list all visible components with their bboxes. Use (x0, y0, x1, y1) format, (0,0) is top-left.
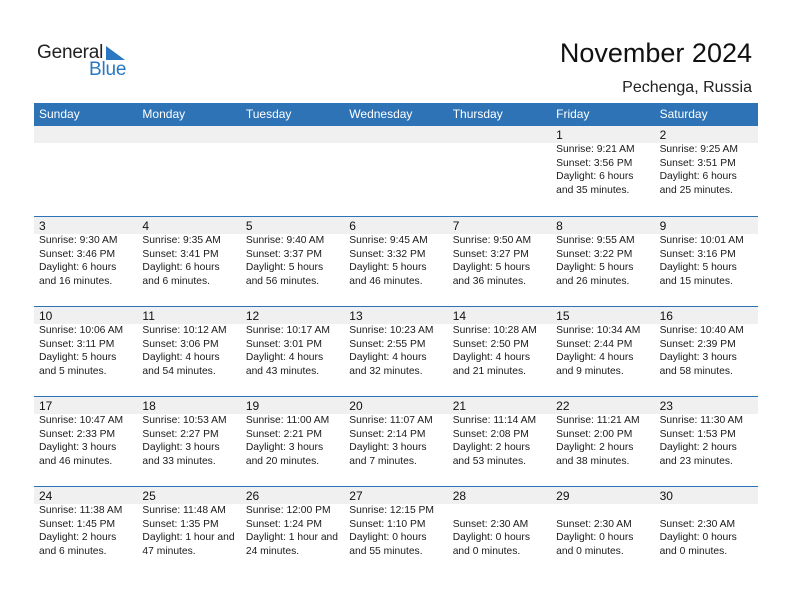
logo-text-general: General (37, 42, 104, 63)
sunset-text: Sunset: 2:33 PM (39, 428, 116, 440)
daylight-text (142, 170, 240, 184)
daylight-text: Daylight: 6 hours (39, 262, 117, 273)
day-cell (137, 324, 240, 378)
weekday-saturday: Saturday (659, 107, 708, 121)
week-row (34, 306, 758, 396)
daylight-minutes-text: and 6 minutes. (142, 275, 210, 287)
sunrise-text: Sunrise: 10:01 AM (659, 235, 744, 246)
day-cell (241, 143, 344, 197)
daylight-minutes-text: and 21 minutes. (452, 365, 526, 377)
day-cell (34, 143, 137, 197)
daylight-minutes-text: and 0 minutes. (452, 545, 521, 557)
sunset-text: Sunset: 3:01 PM (245, 338, 322, 350)
calendar-grid (34, 103, 758, 576)
day-cell (551, 143, 654, 197)
daylight-minutes-text: and 25 minutes. (659, 184, 733, 196)
sunrise-text: Sunrise: 11:14 AM (452, 415, 537, 426)
day-number: 19 (245, 399, 260, 413)
daylight-text: Daylight: 6 hours (142, 262, 220, 273)
day-cell (34, 234, 137, 288)
weekday-tuesday: Tuesday (245, 107, 292, 121)
day-cell (655, 143, 758, 197)
day-number: 24 (39, 489, 53, 503)
sunset-text: Sunset: 1:53 PM (659, 428, 736, 440)
sunset-text: Sunset: 2:30 AM (659, 518, 736, 530)
day-cell (137, 143, 240, 197)
day-number (34, 126, 137, 144)
day-cell (34, 504, 137, 558)
sunrise-text: Sunrise: 9:50 AM (452, 235, 532, 246)
day-number: 21 (452, 399, 467, 413)
daylight-text (39, 170, 137, 184)
day-number: 16 (659, 309, 673, 323)
logo (37, 42, 137, 82)
week-row (34, 216, 758, 306)
daylight-text: Daylight: 4 hours (556, 352, 634, 363)
day-cell (551, 504, 654, 558)
day-cell (137, 234, 240, 288)
day-cell (344, 504, 447, 558)
sunset-text: Sunset: 3:06 PM (142, 338, 219, 350)
day-cell (34, 414, 137, 468)
sunset-text (142, 157, 240, 171)
sunset-text: Sunset: 1:45 PM (39, 518, 116, 530)
daylight-text: Daylight: 2 hours (452, 442, 530, 453)
day-number: 30 (659, 489, 673, 503)
sunset-text: Sunset: 3:32 PM (349, 248, 426, 260)
sunset-text: Sunset: 2:00 PM (556, 428, 633, 440)
sunset-text: Sunset: 1:35 PM (142, 518, 219, 530)
sunrise-text: Sunrise: 11:48 AM (142, 505, 226, 516)
day-cell (448, 143, 551, 197)
day-cell (448, 234, 551, 288)
daylight-minutes-text (453, 184, 551, 198)
sunrise-text (453, 504, 551, 518)
sunrise-text: Sunrise: 11:38 AM (39, 505, 123, 516)
sunset-text: Sunset: 2:30 AM (556, 518, 632, 530)
day-number: 4 (142, 219, 150, 233)
daylight-text: Daylight: 0 hours (556, 532, 634, 543)
day-cell (137, 504, 240, 558)
day-number: 8 (556, 219, 563, 233)
sunrise-text: Sunrise: 10:40 AM (659, 325, 744, 336)
daylight-minutes-text (246, 184, 344, 198)
weekday-sunday: Sunday (39, 107, 80, 121)
daylight-minutes-text: and 9 minutes. (556, 365, 624, 377)
daylight-text: Daylight: 4 hours (452, 352, 530, 363)
page-title: November 2024 (559, 38, 752, 68)
daylight-text: Daylight: 2 hours (659, 442, 737, 453)
day-number-row (34, 126, 758, 143)
sunrise-text: Sunrise: 10:47 AM (39, 415, 124, 426)
sunset-text (39, 157, 137, 171)
week-row (34, 486, 758, 576)
daylight-text: Daylight: 4 hours (349, 352, 427, 363)
daylight-text (349, 170, 447, 184)
weekday-wednesday: Wednesday (349, 107, 413, 121)
daylight-text: Daylight: 5 hours (349, 262, 427, 273)
daylight-minutes-text: 47 minutes. (142, 545, 196, 557)
day-number: 20 (349, 399, 363, 413)
daylight-text: Daylight: 3 hours (349, 442, 427, 453)
sunrise-text (556, 504, 654, 518)
day-cell (655, 324, 758, 378)
day-number: 1 (556, 128, 563, 142)
sunrise-text: Sunrise: 10:17 AM (245, 325, 330, 336)
day-cell (448, 504, 551, 558)
weekday-monday: Monday (142, 107, 186, 121)
day-number: 9 (659, 219, 667, 233)
sunset-text: Sunset: 3:46 PM (39, 248, 116, 260)
day-number: 12 (245, 309, 260, 323)
weekday-thursday: Thursday (452, 107, 503, 121)
daylight-text: Daylight: 4 hours (245, 352, 324, 363)
daylight-text: Daylight: 5 hours (39, 352, 117, 363)
sunset-text: Sunset: 3:51 PM (659, 157, 736, 169)
day-cell (448, 414, 551, 468)
daylight-minutes-text: and 7 minutes. (349, 455, 417, 467)
daylight-text (453, 170, 551, 184)
daylight-minutes-text: and 0 minutes. (556, 545, 624, 557)
sunset-text: Sunset: 2:14 PM (349, 428, 426, 440)
daylight-text (246, 170, 344, 184)
day-cell (655, 414, 758, 468)
daylight-minutes-text: and 33 minutes. (142, 455, 216, 467)
sunset-text: Sunset: 2:50 PM (452, 338, 529, 350)
sunrise-text: Sunrise: 10:12 AM (142, 325, 227, 336)
sunrise-text: Sunrise: 9:55 AM (556, 235, 635, 246)
sunrise-text: Sunrise: 10:28 AM (452, 325, 537, 336)
day-number: 23 (659, 399, 673, 413)
daylight-minutes-text (142, 184, 240, 198)
sunset-text: Sunset: 2:55 PM (349, 338, 426, 350)
daylight-text: Daylight: 3 hours (39, 442, 117, 453)
daylight-minutes-text: and 0 minutes. (659, 545, 728, 557)
sunrise-text: Sunrise: 9:40 AM (245, 235, 325, 246)
sunrise-text: Sunrise: 12:15 PM (349, 505, 434, 516)
day-number (344, 126, 447, 144)
day-number: 25 (142, 489, 156, 503)
day-cell (137, 414, 240, 468)
day-details-row (34, 414, 758, 468)
sunrise-text: Sunrise: 9:45 AM (349, 235, 428, 246)
sunrise-text (246, 143, 344, 157)
daylight-text: Daylight: 3 hours (659, 352, 737, 363)
weekday-friday: Friday (556, 107, 590, 121)
sunrise-text: Sunrise: 9:21 AM (556, 144, 635, 155)
sunrise-text: Sunrise: 11:00 AM (245, 415, 330, 426)
day-number-row (34, 217, 758, 234)
sunrise-text: Sunrise: 9:25 AM (659, 144, 738, 155)
sunset-text: Sunset: 2:21 PM (245, 428, 322, 440)
sunset-text: Sunset: 3:41 PM (142, 248, 219, 260)
day-number-row (34, 307, 758, 324)
daylight-minutes-text: and 36 minutes. (452, 275, 526, 287)
sunrise-text (142, 143, 240, 157)
day-cell (241, 504, 344, 558)
day-number: 13 (349, 309, 363, 323)
logo-text-blue: Blue (89, 59, 127, 80)
day-number: 26 (245, 489, 260, 503)
weeks-container (34, 126, 758, 576)
day-number: 28 (452, 489, 467, 503)
day-cell (344, 324, 447, 378)
weekday-header-row (34, 103, 758, 126)
week-row (34, 126, 758, 216)
logo-triangle-icon (106, 46, 125, 60)
sunset-text (246, 157, 344, 171)
daylight-minutes-text: and 55 minutes. (349, 545, 423, 557)
day-cell (241, 324, 344, 378)
sunrise-text: Sunrise: 10:23 AM (349, 325, 434, 336)
day-cell (551, 324, 654, 378)
sunset-text: Sunset: 3:11 PM (39, 338, 115, 350)
day-cell (344, 234, 447, 288)
sunrise-text: Sunrise: 9:30 AM (39, 235, 118, 246)
day-number: 11 (142, 309, 155, 323)
week-row (34, 396, 758, 486)
sunset-text: Sunset: 3:22 PM (556, 248, 633, 260)
daylight-text: Daylight: 1 hour and (142, 532, 235, 543)
daylight-minutes-text: and 56 minutes. (245, 275, 320, 287)
sunrise-text (39, 143, 137, 157)
day-number: 10 (39, 309, 53, 323)
daylight-text: Daylight: 2 hours (39, 532, 117, 543)
daylight-minutes-text (39, 184, 137, 198)
day-cell (34, 324, 137, 378)
daylight-text: Daylight: 4 hours (142, 352, 220, 363)
day-number: 29 (556, 489, 570, 503)
sunset-text (349, 157, 447, 171)
sunset-text: Sunset: 1:10 PM (349, 518, 426, 530)
daylight-text: Daylight: 3 hours (245, 442, 324, 453)
day-cell (344, 143, 447, 197)
daylight-text: Daylight: 2 hours (556, 442, 634, 453)
sunset-text: Sunset: 1:24 PM (245, 518, 322, 530)
day-cell (655, 504, 758, 558)
sunrise-text: Sunrise: 11:21 AM (556, 415, 640, 426)
day-cell (241, 234, 344, 288)
sunrise-text: Sunrise: 11:30 AM (659, 415, 743, 426)
sunset-text: Sunset: 2:39 PM (659, 338, 736, 350)
daylight-minutes-text: and 58 minutes. (659, 365, 733, 377)
sunrise-text: Sunrise: 11:07 AM (349, 415, 433, 426)
day-number-row (34, 487, 758, 504)
sunset-text: Sunset: 3:37 PM (245, 248, 322, 260)
day-number: 14 (452, 309, 467, 323)
day-number: 2 (659, 128, 667, 142)
daylight-text: Daylight: 5 hours (556, 262, 634, 273)
sunset-text: Sunset: 2:30 AM (452, 518, 529, 530)
sunset-text: Sunset: 3:16 PM (659, 248, 736, 260)
sunrise-text: Sunrise: 10:34 AM (556, 325, 641, 336)
daylight-minutes-text: and 6 minutes. (39, 545, 107, 557)
sunrise-text: Sunrise: 9:35 AM (142, 235, 221, 246)
daylight-text: Daylight: 0 hours (659, 532, 737, 543)
daylight-minutes-text: 24 minutes. (245, 545, 300, 557)
daylight-minutes-text: and 53 minutes. (452, 455, 526, 467)
day-number: 27 (349, 489, 363, 503)
daylight-minutes-text (349, 184, 447, 198)
day-cell (448, 324, 551, 378)
sunrise-text (660, 504, 758, 518)
day-details-row (34, 324, 758, 378)
daylight-minutes-text: and 54 minutes. (142, 365, 216, 377)
sunset-text: Sunset: 3:27 PM (452, 248, 529, 260)
sunset-text: Sunset: 2:44 PM (556, 338, 633, 350)
day-number: 17 (39, 399, 53, 413)
daylight-minutes-text: and 20 minutes. (245, 455, 320, 467)
day-number-row (34, 397, 758, 414)
daylight-minutes-text: and 23 minutes. (659, 455, 733, 467)
daylight-text: Daylight: 1 hour and (245, 532, 339, 543)
day-cell (344, 414, 447, 468)
day-number: 18 (142, 399, 156, 413)
sunrise-text: Sunrise: 10:06 AM (39, 325, 124, 336)
day-number (137, 126, 240, 144)
daylight-minutes-text: and 16 minutes. (39, 275, 113, 287)
daylight-minutes-text: and 46 minutes. (349, 275, 423, 287)
sunrise-text (349, 143, 447, 157)
day-number: 15 (556, 309, 570, 323)
daylight-text: Daylight: 5 hours (245, 262, 324, 273)
day-number: 5 (245, 219, 253, 233)
daylight-text: Daylight: 0 hours (349, 532, 427, 543)
sunrise-text: Sunrise: 10:53 AM (142, 415, 227, 426)
day-number: 7 (452, 219, 460, 233)
day-number: 3 (39, 219, 46, 233)
daylight-minutes-text: and 15 minutes. (659, 275, 733, 287)
sunset-text: Sunset: 3:56 PM (556, 157, 633, 169)
day-number (448, 126, 551, 144)
sunrise-text: Sunrise: 12:00 PM (245, 505, 331, 516)
day-cell (241, 414, 344, 468)
day-cell (551, 414, 654, 468)
daylight-text: Daylight: 6 hours (556, 171, 634, 182)
daylight-minutes-text: and 32 minutes. (349, 365, 423, 377)
sunset-text: Sunset: 2:08 PM (452, 428, 529, 440)
daylight-text: Daylight: 0 hours (452, 532, 530, 543)
day-number (241, 126, 344, 144)
day-number: 22 (556, 399, 570, 413)
daylight-text: Daylight: 3 hours (142, 442, 220, 453)
daylight-minutes-text: and 35 minutes. (556, 184, 630, 196)
daylight-minutes-text: and 26 minutes. (556, 275, 630, 287)
day-details-row (34, 143, 758, 197)
sunset-text (453, 157, 551, 171)
daylight-minutes-text: and 46 minutes. (39, 455, 113, 467)
daylight-minutes-text: and 43 minutes. (245, 365, 320, 377)
daylight-text: Daylight: 5 hours (452, 262, 530, 273)
day-number: 6 (349, 219, 356, 233)
day-details-row (34, 504, 758, 558)
sunset-text: Sunset: 2:27 PM (142, 428, 219, 440)
daylight-minutes-text: and 5 minutes. (39, 365, 107, 377)
daylight-text: Daylight: 5 hours (659, 262, 737, 273)
day-cell (551, 234, 654, 288)
location-subtitle: Pechenga, Russia (622, 79, 752, 96)
daylight-text: Daylight: 6 hours (659, 171, 737, 182)
day-details-row (34, 234, 758, 288)
sunrise-text (453, 143, 551, 157)
daylight-minutes-text: and 38 minutes. (556, 455, 630, 467)
day-cell (655, 234, 758, 288)
